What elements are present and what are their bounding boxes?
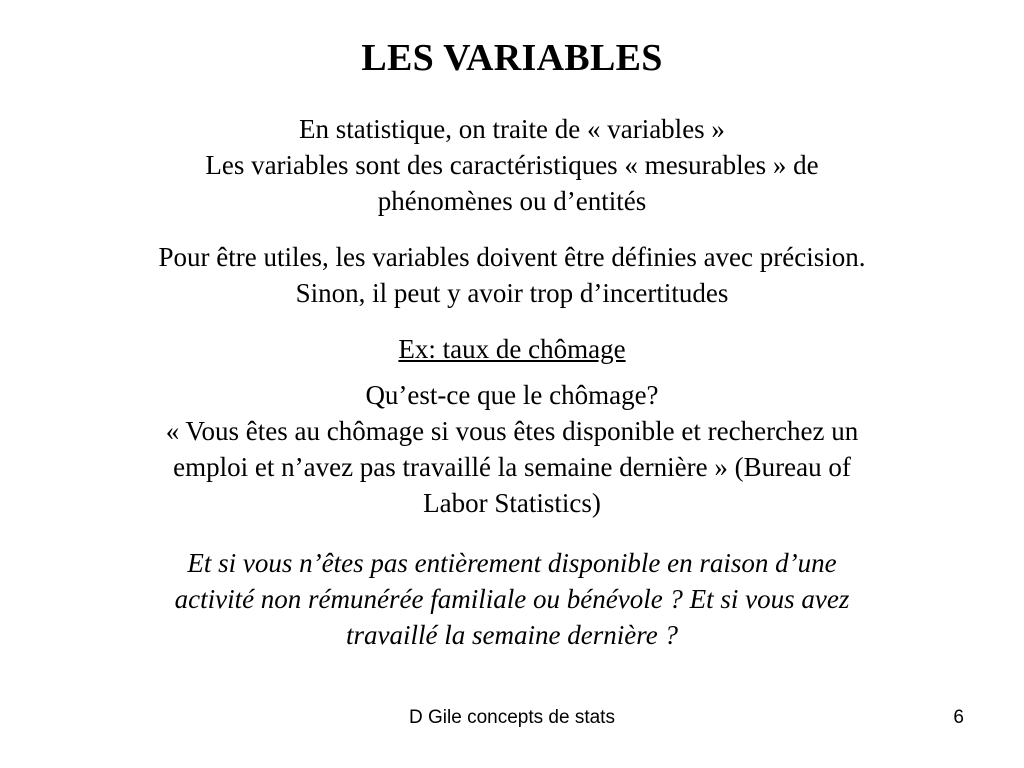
text-line: Pour être utiles, les variables doivent être définies avec précision.: [158, 242, 866, 272]
paragraph-precision: [60, 239, 964, 311]
page-number: 6: [953, 707, 964, 728]
text-line: emploi et n’avez pas travaillé la semaine dernière » (Bureau of: [173, 452, 851, 482]
paragraph-definition: [60, 111, 964, 219]
text-line: Qu’est-ce que le chômage?: [365, 380, 659, 410]
text-line: En statistique, on traite de « variables »: [299, 114, 725, 144]
text-line: travaillé la semaine dernière ?: [346, 620, 678, 650]
slide-title: LES VARIABLES: [361, 37, 663, 79]
text-line: Labor Statistics): [423, 488, 601, 518]
text-line: Et si vous n’êtes pas entièrement disponible en raison d’une: [187, 548, 837, 578]
paragraph-questions-italic: [60, 545, 964, 653]
text-line: « Vous êtes au chômage si vous êtes disponible et recherchez un: [165, 416, 859, 446]
text-line: activité non rémunérée familiale ou bénévole ? Et si vous avez: [174, 584, 850, 614]
text-line: phénomènes ou d’entités: [377, 186, 647, 216]
text-line: Sinon, il peut y avoir trop d’incertitudes: [295, 278, 729, 308]
footer-text: D Gile concepts de stats: [409, 707, 615, 728]
paragraph-example-heading: [60, 331, 964, 367]
example-heading: Ex: taux de chômage: [398, 334, 626, 364]
paragraph-unemployment-definition: [60, 377, 964, 521]
text-line: Les variables sont des caractéristiques « mesurables » de: [205, 150, 819, 180]
